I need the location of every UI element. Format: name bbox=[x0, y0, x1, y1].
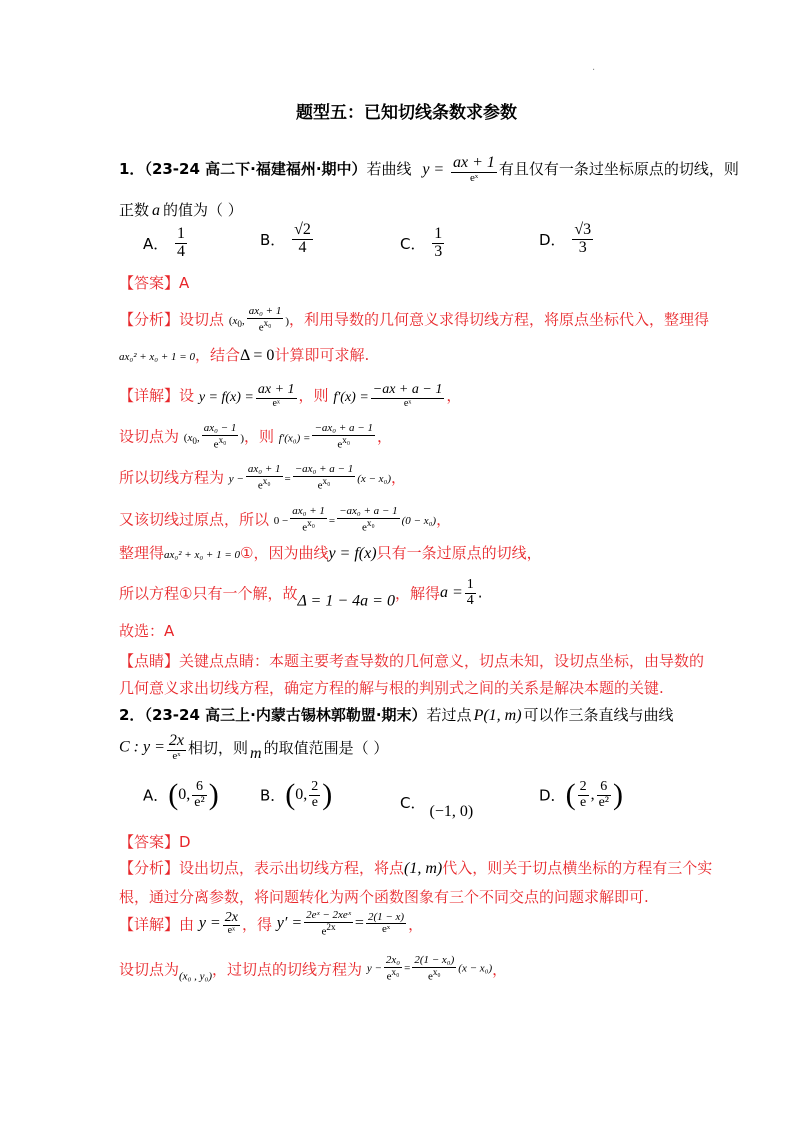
question-1-stem bbox=[119, 155, 739, 184]
detail-line-2: 设切点为 ($x_0$, $\frac{\text{ax₀ − 1}}{e^{x_0}}$ )，则 f′(x₀) = $\frac{\text{−ax₀ + a − 1}}{e^{x_0}}$ ， bbox=[119, 422, 392, 451]
question-number: 1． bbox=[119, 160, 145, 179]
curve-lhs: y = bbox=[422, 161, 445, 179]
question-2-stem: 2．（23-24 高三上·内蒙古锡林郭勒盟·期末）若过点 P(1, m) 可以作三条直线与曲线 bbox=[119, 706, 674, 724]
analysis-line-1: 【分析】设切点 ($x_0$, $\frac{\text{ax₀ + 1}}{e^{x_0}}$ )，利用导数的几何意义求得切线方程，将原点坐标代入，整理得 bbox=[119, 305, 710, 334]
stem-text: 有且仅有一条过坐标原点的切线，则 bbox=[498, 160, 739, 179]
choose-line: 故选：A bbox=[119, 622, 175, 640]
key-point-line-2: 几何意义求出切线方程，确定方程的解与根的判别式之间的关系是解决本题的关键. bbox=[119, 679, 664, 697]
detail-line-2: 设切点为$_{(x_0 , y_0)}$，过切点的切线方程为 y − $\frac{\text{2x₀}}{e^{x_0}}$ = $\frac{\text{2(1 − x₀)}}{e^{x_0}}$ (x − x₀)， bbox=[119, 954, 508, 983]
answer-line: 【答案】A bbox=[119, 274, 190, 292]
point-p: P(1, m) bbox=[473, 707, 522, 724]
option-d[interactable]: D． $\frac{√3}{3}$ bbox=[539, 221, 592, 256]
question-1-stem-line2: 正数 a 的值为（ ） bbox=[119, 201, 243, 219]
section-title: 题型五：已知切线条数求参数 bbox=[296, 103, 517, 123]
option-c[interactable]: C． (−1, 0) bbox=[400, 794, 474, 820]
detail-line-4: 又该切线过原点，所以 0 − $\frac{\text{ax₀ + 1}}{e^{x_0}}$ = $\frac{\text{−ax₀ + a − 1}}{e^{x_0}}$ (0 − x₀)， bbox=[119, 505, 452, 534]
answer-line: 【答案】D bbox=[119, 833, 191, 851]
option-a[interactable]: A．(0, $\frac{6}{\text{e²}}$ ) bbox=[143, 778, 219, 811]
stem-text: 若曲线 bbox=[366, 160, 412, 179]
detail-line-3: 所以切线方程为 y − $\frac{\text{ax₀ + 1}}{e^{x_0}}$ = $\frac{\text{−ax₀ + a − 1}}{e^{x_0}}$ (x − x₀)， bbox=[119, 463, 407, 492]
analysis-line-2: 根，通过分离参数，将问题转化为两个函数图象有三个不同交点的问题求解即可. bbox=[119, 888, 649, 906]
option-b[interactable]: B．(0, $\frac{2}{e}$ ) bbox=[260, 778, 333, 811]
curve-fraction: $\frac{ax + 1}{\text{eˣ}}$ bbox=[453, 154, 495, 184]
detail-line-6: 所以方程①只有一个解，故Δ = 1 − 4a = 0，解得a = $\frac{1}{4}$ . bbox=[119, 577, 483, 610]
variable-a: a bbox=[152, 202, 161, 219]
detail-line-1: 【详解】由 y = $\frac{2x}{\text{eˣ}}$ ，得 y′ = $\frac{\text{2eˣ − 2xeˣ}}{e^{2x}}$ = $\frac{2(1 - x)}{\text{eˣ}}$ ， bbox=[119, 909, 424, 938]
option-b[interactable]: B． $\frac{√2}{4}$ bbox=[260, 221, 311, 256]
analysis-line-2: ax₀² + x₀ + 1 = 0，结合Δ = 0计算即可求解. bbox=[119, 346, 370, 364]
detail-line-5: 整理得ax₀² + x₀ + 1 = 0①，因为曲线y = f(x)只有一条过原点的切线， bbox=[119, 544, 542, 562]
detail-line-1: 【详解】设 y = f(x) = $\frac{ax + 1}{\text{eˣ}}$ ，则 f′(x) = $\frac{-ax + a - 1}{\text{eˣ}}$ ， bbox=[119, 382, 462, 409]
question-2-stem-line2: C : y = $\frac{2x}{\text{eˣ}}$ 相切，则 m 的取值范围是（ ） bbox=[119, 732, 389, 763]
page-mark: . bbox=[592, 62, 596, 73]
option-a[interactable]: A． $\frac{1}{4}$ bbox=[143, 225, 186, 260]
question-source: （23-24 高二下·福建福州·期中） bbox=[144, 160, 367, 179]
option-d[interactable]: D．( $\frac{2}{e}$ , $\frac{6}{\text{e²}}$ ) bbox=[539, 778, 623, 811]
key-point-line-1: 【点睛】关键点点睛：本题主要考查导数的几何意义，切点未知，设切点坐标，由导数的 bbox=[119, 652, 705, 670]
analysis-line-1: 【分析】设出切点，表示出切线方程，将点(1, m)代入，则关于切点横坐标的方程有三个实 bbox=[119, 859, 713, 877]
option-c[interactable]: C． $\frac{1}{3}$ bbox=[400, 225, 443, 260]
